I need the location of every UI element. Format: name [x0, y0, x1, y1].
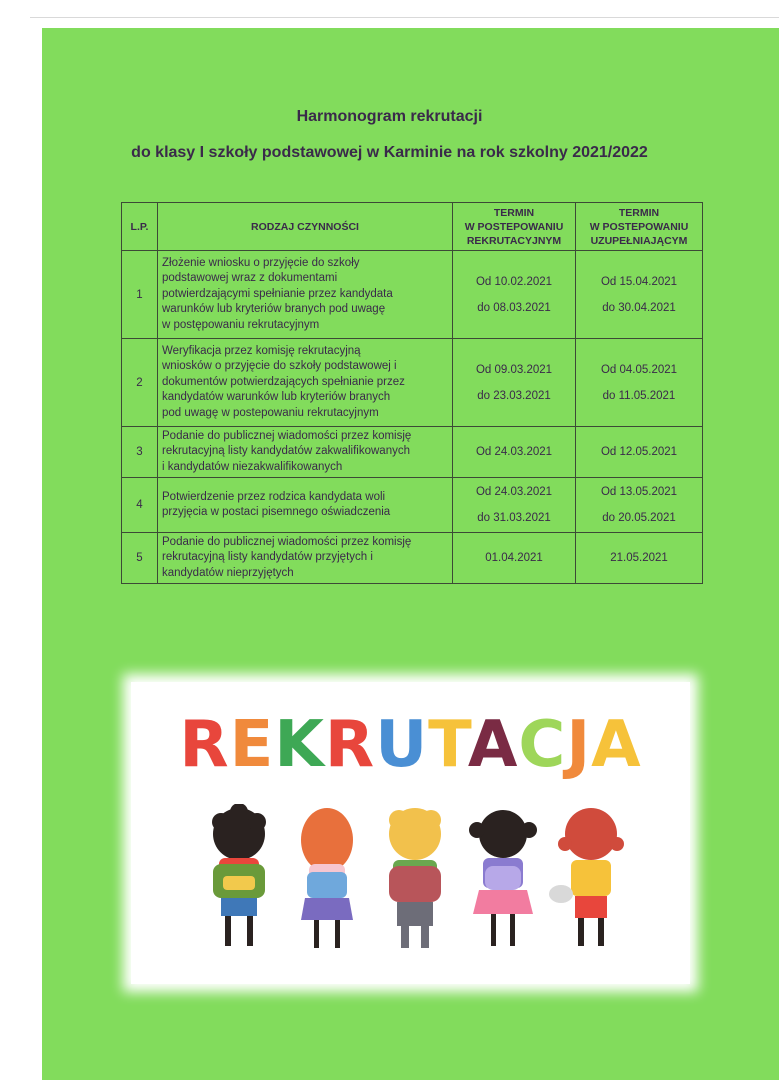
row-description: Złożenie wniosku o przyjęcie do szkoły podstawowej wraz z dokumentami potwierdzającymi spełnianie przez kandydata warunków lub kryteriów branych pod uwagę w postępowaniu rekrutacyjnym [158, 251, 453, 339]
header-rodzaj: RODZAJ CZYNNOŚCI [158, 203, 453, 251]
row-number: 3 [122, 427, 158, 478]
banner-letter: R [179, 708, 230, 782]
row-termin-rekrutacyjny: 01.04.2021 [453, 533, 576, 584]
row-description: Potwierdzenie przez rodzica kandydata woli przyjęcia w postaci pisemnego oświadczenia [158, 478, 453, 533]
children-illustration [179, 804, 639, 964]
row-termin-rekrutacyjny: Od 10.02.2021 do 08.03.2021 [453, 251, 576, 339]
row-description: Weryfikacja przez komisję rekrutacyjną wniosków o przyjęcie do szkoły podstawowej i dokumentów potwierdzających spełnianie przez kandydatów warunków lub kryteriów branych pod uwagę w postepowaniu rekrutacyjnym [158, 339, 453, 427]
schedule-table [121, 202, 703, 584]
rekrutacja-banner-text [131, 708, 690, 782]
table-header-row [122, 203, 703, 251]
banner-letter: A [467, 708, 519, 782]
rekrutacja-illustration [131, 682, 690, 984]
document-title: Harmonogram rekrutacji [296, 108, 483, 125]
row-termin-uzupelniajacy: 21.05.2021 [576, 533, 703, 584]
row-number: 5 [122, 533, 158, 584]
banner-letter: T [428, 708, 468, 782]
row-number: 4 [122, 478, 158, 533]
row-description: Podanie do publicznej wiadomości przez komisję rekrutacyjną listy kandydatów zakwalifikowanych i kandydatów niezakwalifikowanych [158, 427, 453, 478]
row-termin-rekrutacyjny: Od 24.03.2021 [453, 427, 576, 478]
banner-letter: J [566, 708, 592, 782]
child-figure [389, 808, 441, 948]
child-figure [301, 808, 353, 948]
child-figure [212, 804, 266, 946]
banner-letter: A [591, 708, 642, 782]
row-termin-uzupelniajacy: Od 13.05.2021 do 20.05.2021 [576, 478, 703, 533]
document-subtitle: do klasy I szkoły podstawowej w Karminie na rok szkolny 2021/2022 [131, 144, 648, 161]
banner-letter: E [229, 708, 275, 782]
row-termin-rekrutacyjny: Od 09.03.2021 do 23.03.2021 [453, 339, 576, 427]
row-description: Podanie do publicznej wiadomości przez komisję rekrutacyjną listy kandydatów przyjętych i kandydatów nieprzyjętych [158, 533, 453, 584]
banner-letter: R [324, 708, 376, 782]
child-figure [469, 810, 537, 946]
header-termin-uzupelniajacy: TERMIN W POSTEPOWANIU UZUPEŁNIAJĄCYM [576, 203, 703, 251]
header-termin-rekrutacyjny: TERMIN W POSTEPOWANIU REKRUTACYJNYM [453, 203, 576, 251]
child-figure [549, 808, 624, 946]
row-termin-rekrutacyjny: Od 24.03.2021 do 31.03.2021 [453, 478, 576, 533]
row-termin-uzupelniajacy: Od 04.05.2021 do 11.05.2021 [576, 339, 703, 427]
row-number: 2 [122, 339, 158, 427]
row-termin-uzupelniajacy: Od 15.04.2021 do 30.04.2021 [576, 251, 703, 339]
table-row [122, 533, 703, 584]
table-row [122, 478, 703, 533]
row-number: 1 [122, 251, 158, 339]
table-row [122, 427, 703, 478]
banner-letter: K [274, 708, 325, 782]
top-edge-line [30, 17, 779, 18]
banner-letter: U [375, 708, 429, 782]
row-termin-uzupelniajacy: Od 12.05.2021 [576, 427, 703, 478]
table-row [122, 339, 703, 427]
table-row [122, 251, 703, 339]
header-lp: L.P. [122, 203, 158, 251]
banner-letter: C [518, 708, 567, 782]
